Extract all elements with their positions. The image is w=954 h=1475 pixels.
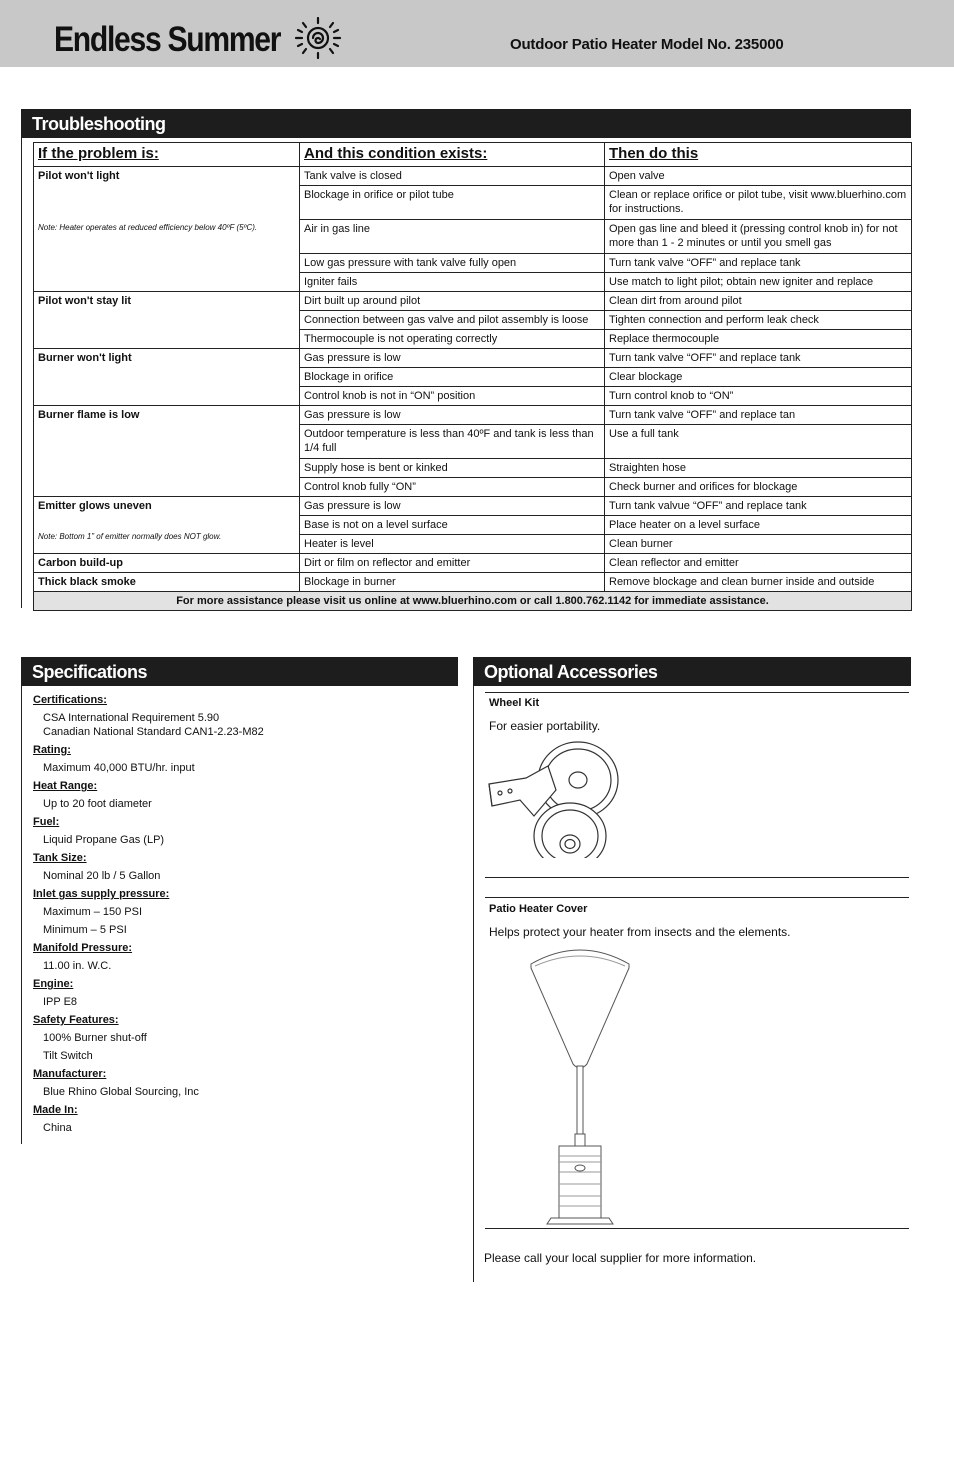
problem-cell: Pilot won't stay lit (34, 292, 300, 349)
table-row (34, 406, 912, 425)
table-row (34, 497, 912, 516)
condition-cell: Connection between gas valve and pilot assembly is loose (300, 311, 605, 330)
action-cell: Turn tank valvue “OFF” and replace tank (605, 497, 912, 516)
wheel-kit-description: For easier portability. (489, 719, 601, 733)
wheel-kit-illustration (486, 738, 622, 858)
condition-cell: Tank valve is closed (300, 167, 605, 186)
column-header: Then do this (605, 143, 912, 167)
condition-cell: Dirt or film on reflector and emitter (300, 554, 605, 573)
action-cell: Clear blockage (605, 368, 912, 387)
spec-value: IPP E8 (43, 996, 78, 1008)
spec-value: 11.00 in. W.C. (43, 960, 112, 972)
action-cell: Straighten hose (605, 459, 912, 478)
action-cell: Clean burner (605, 535, 912, 554)
cover-description: Helps protect your heater from insects and the elements. (489, 925, 791, 939)
troubleshooting-table (33, 142, 912, 611)
condition-cell: Control knob is not in “ON” position (300, 387, 605, 406)
action-cell: Tighten connection and perform leak check (605, 311, 912, 330)
spec-label: Made In: (33, 1104, 78, 1116)
spec-value (33, 905, 453, 937)
condition-cell: Control knob fully “ON” (300, 478, 605, 497)
action-cell: Clean or replace orifice or pilot tube, visit www.bluerhino.com for instructions. (605, 186, 912, 220)
cover-title: Patio Heater Cover (489, 903, 588, 915)
spec-value (33, 1031, 453, 1063)
table-row (34, 349, 912, 368)
sun-logo-icon (293, 17, 343, 59)
spec-value: Liquid Propane Gas (LP) (43, 834, 165, 846)
problem-cell (34, 497, 300, 554)
condition-cell: Gas pressure is low (300, 349, 605, 368)
supplier-note: Please call your local supplier for more information. (484, 1251, 757, 1265)
spec-value-line: 100% Burner shut-off (43, 1032, 147, 1044)
condition-cell: Heater is level (300, 535, 605, 554)
spec-value-line: CSA International Requirement 5.90 (43, 712, 220, 724)
spec-value: Up to 20 foot diameter (43, 798, 152, 810)
spec-value: China (43, 1122, 72, 1134)
action-cell: Place heater on a level surface (605, 516, 912, 535)
accessories-heading: Optional Accessories (473, 657, 911, 686)
spec-label: Engine: (33, 978, 74, 990)
spec-label: Inlet gas supply pressure: (33, 888, 170, 900)
condition-cell: Igniter fails (300, 273, 605, 292)
troubleshooting-heading: Troubleshooting (21, 109, 911, 138)
spec-value-line: Minimum – 5 PSI (43, 924, 127, 936)
action-cell: Clean reflector and emitter (605, 554, 912, 573)
spec-value: Maximum 40,000 BTU/hr. input (43, 762, 195, 774)
action-cell: Turn tank valve “OFF” and replace tan (605, 406, 912, 425)
divider (485, 1228, 909, 1229)
action-cell: Open valve (605, 167, 912, 186)
table-row (34, 292, 912, 311)
spec-label: Manifold Pressure: (33, 942, 133, 954)
problem-label: Pilot won't light (38, 170, 120, 182)
condition-cell: Blockage in orifice or pilot tube (300, 186, 605, 220)
action-cell: Open gas line and bleed it (pressing control knob in) for not more than 1 - 2 minutes or until you smell gas (605, 220, 912, 254)
spec-value (33, 711, 453, 739)
spec-label: Certifications: (33, 694, 107, 706)
problem-cell: Burner flame is low (34, 406, 300, 497)
problem-cell: Burner won't light (34, 349, 300, 406)
action-cell: Turn tank valve “OFF” and replace tank (605, 254, 912, 273)
spec-value-line: Tilt Switch (43, 1050, 93, 1062)
condition-cell: Air in gas line (300, 220, 605, 254)
action-cell: Clean dirt from around pilot (605, 292, 912, 311)
spec-label: Safety Features: (33, 1014, 119, 1026)
table-footer-row (34, 592, 912, 611)
specifications-list (33, 693, 453, 1139)
condition-cell: Low gas pressure with tank valve fully open (300, 254, 605, 273)
table-row (34, 167, 912, 186)
condition-cell: Thermocouple is not operating correctly (300, 330, 605, 349)
spec-value: Nominal 20 lb / 5 Gallon (43, 870, 161, 882)
divider (485, 692, 909, 693)
condition-cell: Blockage in burner (300, 573, 605, 592)
condition-cell: Gas pressure is low (300, 497, 605, 516)
condition-cell: Blockage in orifice (300, 368, 605, 387)
patio-heater-cover-illustration (525, 944, 635, 1226)
problem-cell (34, 167, 300, 292)
spec-label: Tank Size: (33, 852, 87, 864)
action-cell: Turn control knob to “ON” (605, 387, 912, 406)
spec-value-line: Canadian National Standard CAN1-2.23-M82 (43, 726, 264, 738)
condition-cell: Base is not on a level surface (300, 516, 605, 535)
divider (485, 877, 909, 878)
action-cell: Replace thermocouple (605, 330, 912, 349)
action-cell: Use match to light pilot; obtain new igniter and replace (605, 273, 912, 292)
spec-label: Fuel: (33, 816, 60, 828)
problem-note: Note: Heater operates at reduced efficiency below 40ºF (5ºC). (38, 223, 258, 232)
condition-cell: Supply hose is bent or kinked (300, 459, 605, 478)
brand-logo-text: Endless Summer (54, 20, 281, 59)
column-header: And this condition exists: (300, 143, 605, 167)
table-row (34, 573, 912, 592)
specifications-heading: Specifications (21, 657, 458, 686)
problem-label: Emitter glows uneven (38, 500, 152, 512)
action-cell: Turn tank valve “OFF” and replace tank (605, 349, 912, 368)
section-rule (21, 138, 22, 608)
section-rule (21, 686, 22, 1144)
table-row (34, 554, 912, 573)
assistance-note: For more assistance please visit us online at www.bluerhino.com or call 1.800.762.1142 for immediate assistance. (34, 592, 912, 611)
page-header (0, 0, 954, 67)
problem-cell: Thick black smoke (34, 573, 300, 592)
column-header: If the problem is: (34, 143, 300, 167)
model-number: Outdoor Patio Heater Model No. 235000 (510, 36, 784, 53)
table-header-row (34, 143, 912, 167)
spec-value-line: Maximum – 150 PSI (43, 906, 143, 918)
spec-label: Rating: (33, 744, 71, 756)
problem-cell: Carbon build-up (34, 554, 300, 573)
condition-cell: Outdoor temperature is less than 40ºF and tank is less than 1/4 full (300, 425, 605, 459)
wheel-kit-title: Wheel Kit (489, 697, 540, 709)
spec-label: Manufacturer: (33, 1068, 107, 1080)
condition-cell: Gas pressure is low (300, 406, 605, 425)
divider (485, 897, 909, 898)
problem-note: Note: Bottom 1” of emitter normally does NOT glow. (38, 532, 222, 541)
spec-label: Heat Range: (33, 780, 98, 792)
condition-cell: Dirt built up around pilot (300, 292, 605, 311)
spec-value: Blue Rhino Global Sourcing, Inc (43, 1086, 199, 1098)
section-rule (473, 686, 474, 1282)
action-cell: Use a full tank (605, 425, 912, 459)
action-cell: Check burner and orifices for blockage (605, 478, 912, 497)
action-cell: Remove blockage and clean burner inside and outside (605, 573, 912, 592)
